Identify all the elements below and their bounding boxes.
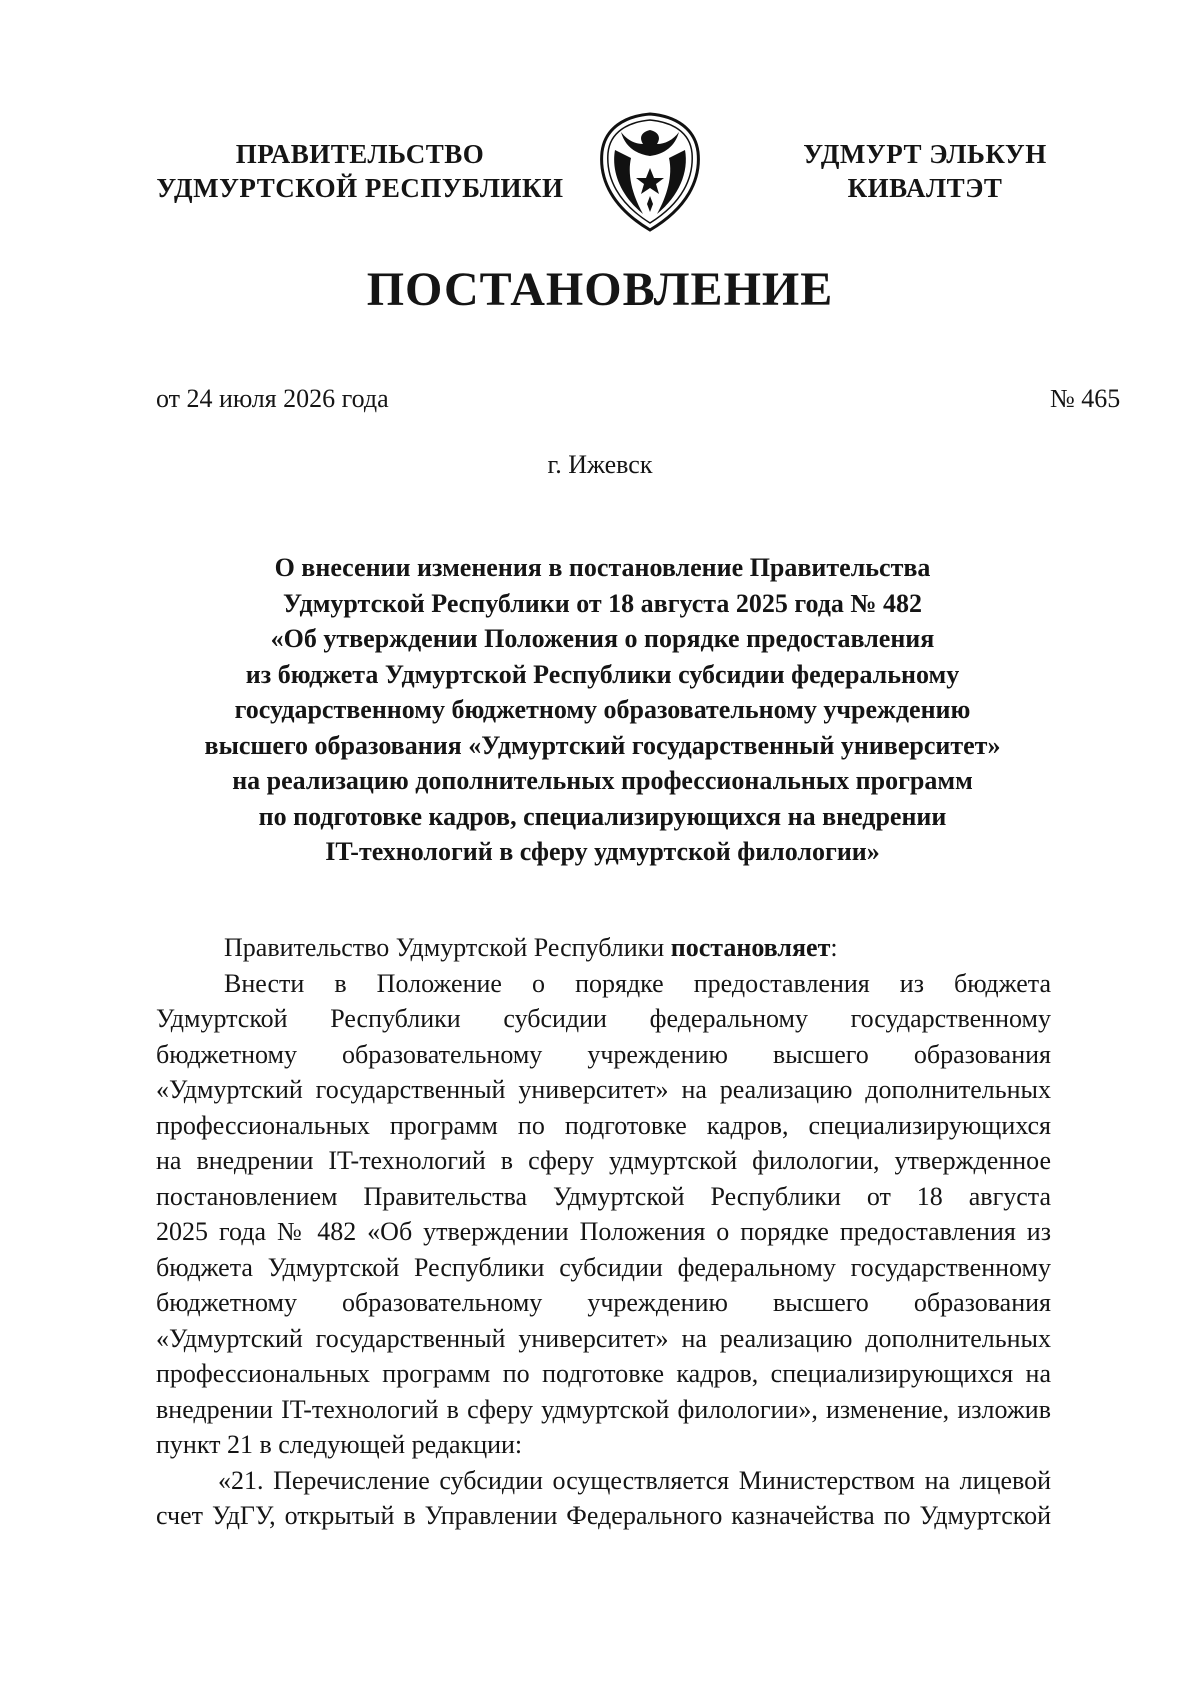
issuer-line: УДМУРТСКОЙ РЕСПУБЛИКИ [156, 173, 564, 203]
title-line: государственному бюджетному образовательному учреждению [234, 695, 971, 724]
issuer-name-russian [140, 137, 580, 205]
body-line: бюджетному образовательному учреждению высшего образования [156, 1039, 1051, 1069]
body-line: бюджетному образовательному учреждению высшего образования [156, 1288, 1051, 1317]
body-line: Внести в Положение о порядке предоставления из бюджета [224, 968, 1051, 998]
title-line: из бюджета Удмуртской Республики субсидии федеральному [245, 659, 960, 689]
issuer-line: ПРАВИТЕЛЬСТВО [235, 139, 485, 169]
body-line: 2025 года № 482 «Об утверждении Положения о порядке предоставления из [156, 1217, 1051, 1246]
title-line: Удмуртской Республики от 18 августа 2025 года № 482 [282, 588, 923, 618]
body-line: внедрении IT-технологий в сферу удмуртской филологии», изменение, изложив [156, 1394, 1051, 1424]
body-line: Удмуртской Республики субсидии федеральному государственному [156, 1004, 1051, 1033]
title-line: «Об утверждении Положения о порядке предоставления [270, 624, 935, 653]
body-line: «Удмуртский государственный университет» на реализацию дополнительных [156, 1323, 1051, 1353]
enacting-colon: : [830, 933, 838, 962]
enacting-clause [156, 930, 1051, 966]
body-line: профессиональных программ по подготовке кадров, специализирующихся на [156, 1359, 1051, 1388]
issuer-line: УДМУРТ ЭЛЬКУН [803, 139, 1047, 169]
document-date: от 24 июля 2026 года [156, 384, 389, 413]
title-line: по подготовке кадров, специализирующихся на внедрении [258, 801, 947, 831]
title-line: высшего образования «Удмуртский государственный университет» [204, 730, 1001, 760]
document-number: № 465 [1050, 384, 1121, 413]
body-line: постановлением Правительства Удмуртской Республики от 18 августа [156, 1181, 1051, 1211]
title-line: О внесении изменения в постановление Правительства [274, 553, 931, 582]
issuer-name-udmurt [780, 137, 1070, 205]
body-line: «Удмуртский государственный университет» на реализацию дополнительных [156, 1075, 1051, 1104]
enacting-text: Правительство Удмуртской Республики [224, 933, 671, 962]
document-body [156, 930, 1051, 1534]
document-title [150, 550, 1055, 870]
body-line: счет УдГУ, открытый в Управлении Федерального казначейства по Удмуртской [156, 1501, 1051, 1530]
body-line: на внедрении IT-технологий в сферу удмуртской филологии, утвержденное [156, 1146, 1051, 1175]
udmurt-emblem-icon [595, 110, 705, 234]
document-city: г. Ижевск [547, 450, 653, 479]
body-line: профессиональных программ по подготовке кадров, специализирующихся [156, 1110, 1051, 1140]
document-type: ПОСТАНОВЛЕНИЕ [366, 263, 834, 316]
body-line: «21. Перечисление субсидии осуществляется Министерством на лицевой [218, 1465, 1051, 1495]
issuer-line: КИВАЛТЭТ [847, 173, 1003, 203]
title-line: IT-технологий в сферу удмуртской филологии» [325, 837, 880, 866]
title-line: на реализацию дополнительных профессиональных программ [232, 766, 973, 795]
body-line: пункт 21 в следующей редакции: [156, 1430, 523, 1459]
body-line: бюджета Удмуртской Республики субсидии федеральному государственному [156, 1252, 1051, 1282]
enacting-verb: постановляет [670, 933, 831, 962]
